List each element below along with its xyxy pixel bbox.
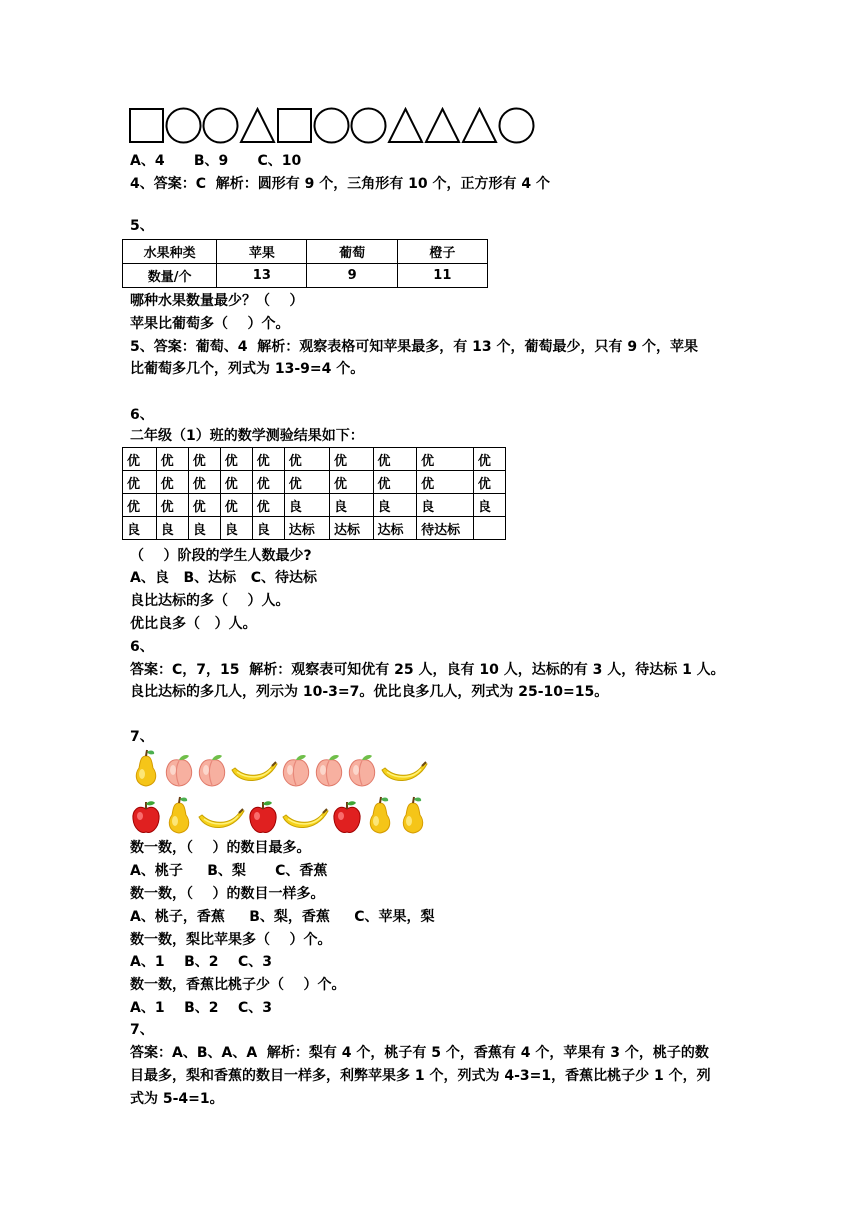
table-cell: 橙子	[397, 240, 487, 264]
shape-sequence	[128, 106, 535, 144]
peach-icon	[313, 752, 345, 788]
fruit-row-2	[130, 795, 430, 835]
pear-icon	[397, 795, 429, 835]
table-cell: 达标	[329, 517, 373, 540]
table-cell: 良	[156, 517, 188, 540]
triangle-icon	[239, 107, 276, 144]
triangle-icon	[424, 107, 461, 144]
table-cell: 达标	[373, 517, 417, 540]
banana-icon	[379, 760, 429, 788]
peach-icon	[196, 752, 228, 788]
pear-icon	[130, 748, 162, 788]
q6-title: 二年级（1）班的数学测验结果如下：	[130, 428, 364, 444]
table-cell: 优	[123, 448, 157, 471]
table-row	[123, 494, 506, 517]
fruit-row-1	[130, 748, 430, 788]
table-cell: 优	[252, 448, 284, 471]
q6-answer-line-1: 答案：C，7，15 解析：观察表可知优有 25 人，良有 10 人，达标的有 3 人，待达标 1 人。	[130, 662, 725, 678]
table-cell: 优	[156, 448, 188, 471]
table-cell: 良	[373, 494, 417, 517]
table-cell: 良	[284, 494, 329, 517]
pear-icon	[163, 795, 195, 835]
apple-icon	[130, 799, 162, 835]
grade-table	[122, 447, 506, 540]
table-cell: 优	[188, 494, 220, 517]
peach-icon	[346, 752, 378, 788]
q5-answer-line-2: 比葡萄多几个，列式为 13-9=4 个。	[130, 361, 365, 377]
table-cell: 良	[329, 494, 373, 517]
triangle-icon	[387, 107, 424, 144]
q5-number: 5、	[130, 218, 154, 234]
table-cell: 优	[284, 448, 329, 471]
banana-icon	[229, 760, 279, 788]
table-cell: 良	[188, 517, 220, 540]
table-cell: 良	[252, 517, 284, 540]
peach-icon	[163, 752, 195, 788]
q7-question-1: 数一数，（ ）的数目最多。	[130, 840, 311, 856]
q5-answer-line-1: 5、答案：葡萄、4 解析：观察表格可知苹果最多，有 13 个，葡萄最少，只有 9 个，苹果	[130, 339, 698, 355]
q4-options: A、4 B、9 C、10	[130, 153, 302, 169]
q7-answer-line-3: 式为 5-4=1。	[130, 1091, 224, 1107]
triangle-icon	[461, 107, 498, 144]
q7-question-2: 数一数，（ ）的数目一样多。	[130, 886, 325, 902]
table-cell: 优	[188, 471, 220, 494]
q7-number-2: 7、	[130, 1022, 154, 1038]
table-cell: 良	[220, 517, 252, 540]
table-row	[123, 240, 488, 264]
table-cell: 优	[252, 494, 284, 517]
table-cell: 优	[123, 471, 157, 494]
table-cell: 优	[473, 471, 505, 494]
q7-question-4: 数一数，香蕉比桃子少（ ）个。	[130, 977, 346, 993]
table-cell: 优	[329, 471, 373, 494]
q5-question-1: 哪种水果数量最少？（ ）	[130, 293, 304, 309]
fruit-table	[122, 239, 488, 288]
table-cell: 9	[307, 264, 397, 288]
circle-icon	[350, 107, 387, 144]
circle-icon	[313, 107, 350, 144]
table-cell: 优	[188, 448, 220, 471]
table-cell: 优	[473, 448, 505, 471]
q6-number-2: 6、	[130, 639, 154, 655]
q6-answer-line-2: 良比达标的多几人，列示为 10-3=7。优比良多几人，列式为 25-10=15。	[130, 684, 609, 700]
table-cell	[473, 517, 505, 540]
q6-question-3: 优比良多（ ）人。	[130, 616, 257, 632]
circle-icon	[202, 107, 239, 144]
table-cell: 良	[417, 494, 474, 517]
q6-number: 6、	[130, 407, 154, 423]
q6-question-2: 良比达标的多（ ）人。	[130, 593, 290, 609]
circle-icon	[498, 107, 535, 144]
peach-icon	[280, 752, 312, 788]
apple-icon	[331, 799, 363, 835]
table-cell: 优	[329, 448, 373, 471]
table-cell: 优	[156, 471, 188, 494]
table-cell: 数量/个	[123, 264, 217, 288]
pear-icon	[364, 795, 396, 835]
table-row	[123, 517, 506, 540]
table-cell: 良	[473, 494, 505, 517]
q7-number: 7、	[130, 729, 154, 745]
q5-question-2: 苹果比葡萄多（ ）个。	[130, 316, 290, 332]
table-cell: 优	[123, 494, 157, 517]
table-cell: 13	[217, 264, 307, 288]
table-cell: 优	[373, 471, 417, 494]
q6-options-1: A、良 B、达标 C、待达标	[130, 570, 318, 586]
q7-options-1: A、桃子 B、梨 C、香蕉	[130, 863, 328, 879]
table-cell: 优	[417, 471, 474, 494]
table-cell: 优	[220, 471, 252, 494]
table-cell: 达标	[284, 517, 329, 540]
square-icon	[128, 107, 165, 144]
q7-answer-line-2: 目最多，梨和香蕉的数目一样多，利弊苹果多 1 个，列式为 4-3=1，香蕉比桃子少 1 个，列	[130, 1068, 711, 1084]
q7-answer-line-1: 答案：A、B、A、A 解析：梨有 4 个，桃子有 5 个，香蕉有 4 个，苹果有 3 个，桃子的数	[130, 1045, 709, 1061]
table-row	[123, 264, 488, 288]
circle-icon	[165, 107, 202, 144]
table-cell: 优	[284, 471, 329, 494]
table-cell: 优	[373, 448, 417, 471]
banana-icon	[280, 807, 330, 835]
square-icon	[276, 107, 313, 144]
q6-question-1: （ ）阶段的学生人数最少?	[130, 548, 312, 564]
table-cell: 苹果	[217, 240, 307, 264]
apple-icon	[247, 799, 279, 835]
banana-icon	[196, 807, 246, 835]
q7-options-3: A、1 B、2 C、3	[130, 954, 272, 970]
table-cell: 优	[417, 448, 474, 471]
table-cell: 优	[220, 448, 252, 471]
q4-answer: 4、答案：C 解析：圆形有 9 个，三角形有 10 个，正方形有 4 个	[130, 176, 550, 192]
table-row	[123, 471, 506, 494]
table-cell: 11	[397, 264, 487, 288]
q7-options-2: A、桃子，香蕉 B、梨，香蕉 C、苹果，梨	[130, 909, 435, 925]
q7-options-4: A、1 B、2 C、3	[130, 1000, 272, 1016]
table-cell: 良	[123, 517, 157, 540]
table-cell: 优	[156, 494, 188, 517]
table-cell: 水果种类	[123, 240, 217, 264]
q7-question-3: 数一数，梨比苹果多（ ）个。	[130, 932, 332, 948]
table-cell: 葡萄	[307, 240, 397, 264]
table-cell: 待达标	[417, 517, 474, 540]
table-row	[123, 448, 506, 471]
table-cell: 优	[252, 471, 284, 494]
table-cell: 优	[220, 494, 252, 517]
